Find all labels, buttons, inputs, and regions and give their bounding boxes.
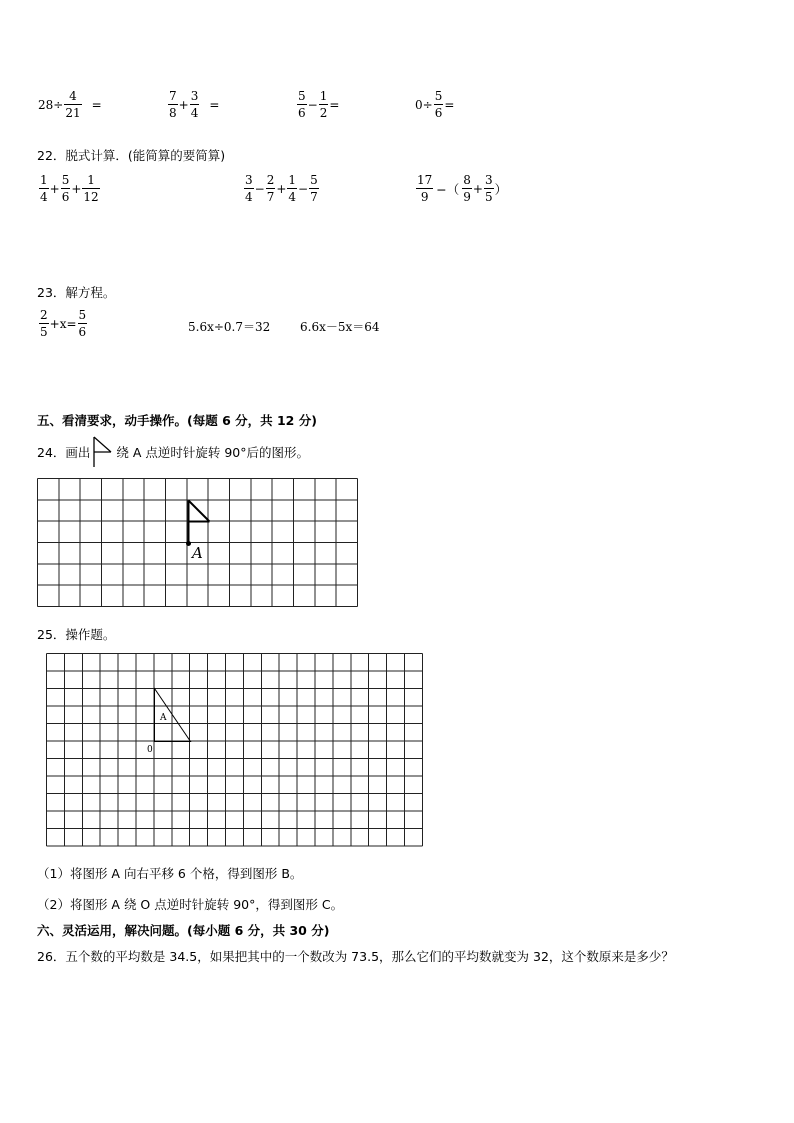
calc-2 xyxy=(168,90,220,119)
calc-2-fraction-b: $\frac{3}{4}$ xyxy=(190,89,199,120)
calc-4-prefix: 0÷ xyxy=(415,97,433,112)
q23-eq-2: 5.6x÷0.7＝32 xyxy=(188,320,271,334)
q23-1-frac-b: $\frac{5}{6}$ xyxy=(78,308,87,339)
q22-expr-1 xyxy=(39,174,100,203)
q26-text: 26．五个数的平均数是 34.5，如果把其中的一个数改为 73.5，那么它们的平均数就变为 32，这个数原来是多少？ xyxy=(37,949,674,964)
q22-3-frac-b: $\frac{8}{9}$ xyxy=(463,173,471,204)
calc-1-prefix: 28÷ xyxy=(38,97,64,112)
q24-point-label: A xyxy=(192,544,203,562)
q22-3-close: ） xyxy=(494,181,508,197)
q23-1-frac-a: $\frac{2}{5}$ xyxy=(40,308,48,339)
calc-2-operator: + xyxy=(178,97,189,112)
calc-3-operator: − xyxy=(307,97,318,112)
q23-title: 23．解方程。 xyxy=(37,285,116,300)
calc-2-fraction-a: $\frac{7}{8}$ xyxy=(169,89,177,120)
calc-1-fraction: $\frac{4}{21}$ xyxy=(65,89,81,120)
q25-step-1: （1）将图形 A 向右平移 6 个格，得到图形 B。 xyxy=(37,866,303,881)
q22-1-frac-a: $\frac{1}{4}$ xyxy=(40,173,48,204)
q22-2-frac-a: $\frac{3}{4}$ xyxy=(245,173,253,204)
calc-3-equals: = xyxy=(329,97,340,112)
q24-grid xyxy=(37,478,361,608)
q22-2-op-1: − xyxy=(254,181,265,196)
q25-origin-label: 0 xyxy=(147,745,153,755)
calc-1 xyxy=(37,90,103,119)
calc-3-fraction-a: $\frac{5}{6}$ xyxy=(298,89,306,120)
section-5-title: 五、看清要求，动手操作。(每题 6 分，共 12 分) xyxy=(37,413,317,428)
q23-eq-3: 6.6x－5x＝64 xyxy=(300,320,380,334)
q22-expr-2 xyxy=(244,174,319,203)
flag-icon xyxy=(92,436,114,468)
q22-3-frac-c: $\frac{3}{5}$ xyxy=(484,173,493,204)
calc-1-equals: = xyxy=(91,97,102,112)
calc-4-equals: = xyxy=(444,97,455,112)
q25-step-2: （2）将图形 A 绕 O 点逆时针旋转 90°，得到图形 C。 xyxy=(37,897,344,912)
calc-4-fraction: $\frac{5}{6}$ xyxy=(434,89,443,120)
q24-instruction xyxy=(37,443,309,461)
calc-3-fraction-b: $\frac{1}{2}$ xyxy=(319,89,328,120)
q23-eq-1 xyxy=(39,309,87,338)
q22-1-frac-b: $\frac{5}{6}$ xyxy=(61,173,70,204)
calc-2-equals: = xyxy=(209,97,220,112)
q22-1-frac-c: $\frac{1}{12}$ xyxy=(83,173,99,204)
q22-title: 22．脱式计算．(能简算的要简算) xyxy=(37,148,226,163)
q23-1-mid: +x= xyxy=(49,316,77,331)
q25-shape-label: A xyxy=(160,713,167,723)
q24-prefix: 24．画出 xyxy=(37,445,91,460)
q22-expr-3 xyxy=(416,174,508,203)
q25-title: 25．操作题。 xyxy=(37,627,116,642)
section-6-title: 六、灵活运用，解决问题。(每小题 6 分，共 30 分) xyxy=(37,923,330,938)
q22-2-frac-c: $\frac{1}{4}$ xyxy=(288,173,297,204)
q22-3-op-2: + xyxy=(472,181,483,196)
q25-grid xyxy=(46,653,424,847)
calc-4 xyxy=(414,90,455,119)
q22-3-op-1: −（ xyxy=(436,181,460,197)
q22-3-frac-a: $\frac{17}{9}$ xyxy=(417,173,433,204)
q24-suffix: 绕 A 点逆时针旋转 90°后的图形。 xyxy=(116,445,310,460)
q22-2-op-2: + xyxy=(276,181,287,196)
q22-2-frac-b: $\frac{2}{7}$ xyxy=(266,173,275,204)
q22-1-op-2: + xyxy=(71,181,82,196)
q22-1-op-1: + xyxy=(49,181,60,196)
q22-2-op-3: − xyxy=(298,181,309,196)
q22-2-frac-d: $\frac{5}{7}$ xyxy=(310,173,318,204)
calc-3 xyxy=(297,90,340,119)
